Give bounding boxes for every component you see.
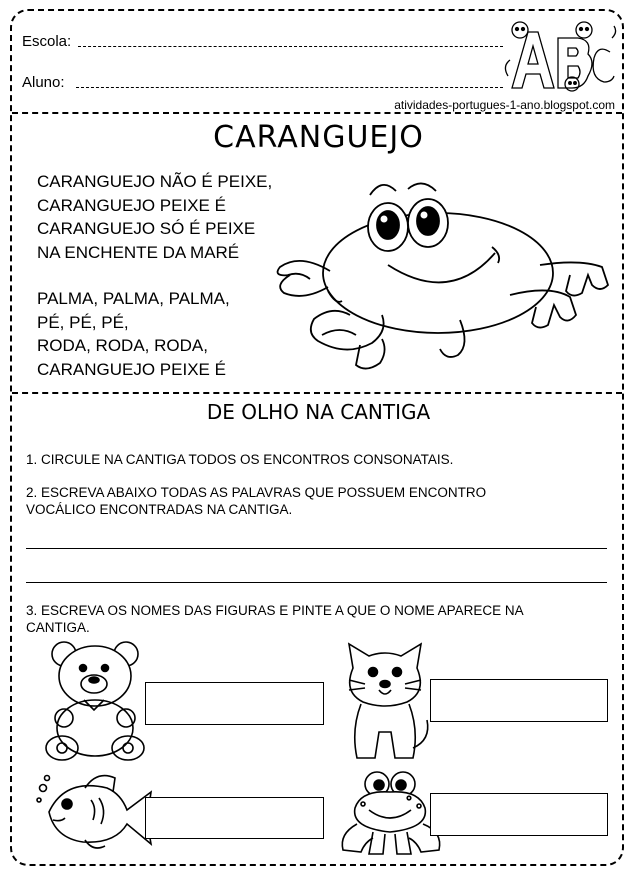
verse-line: PALMA, PALMA, PALMA, [37, 289, 230, 308]
student-field[interactable] [76, 87, 503, 88]
question-3-line-1: 3. ESCREVA OS NOMES DAS FIGURAS E PINTE A QUE O NOME APARECE NA [26, 603, 524, 618]
verse-line: CARANGUEJO PEIXE É [37, 195, 226, 215]
answer-box-frog[interactable] [430, 793, 608, 836]
verse-line: PÉ, PÉ, PÉ, [37, 312, 129, 332]
student-label: Aluno: [22, 74, 65, 91]
site-url: atividades-portugues-1-ano.blogspot.com [394, 98, 615, 112]
school-field[interactable] [78, 46, 503, 47]
verse-line: NA ENCHENTE DA MARÉ [37, 242, 240, 262]
verse-line: CARANGUEJO NÃO É PEIXE, [37, 172, 273, 191]
answer-box-bear[interactable] [145, 682, 324, 725]
answer-box-fish[interactable] [145, 797, 324, 839]
verse-line: RODA, RODA, RODA, [37, 336, 208, 355]
school-label: Escola: [22, 33, 72, 50]
song-separator [12, 392, 622, 394]
abc-logo [500, 18, 618, 98]
question-2-line-1: 2. ESCREVA ABAIXO TODAS AS PALAVRAS QUE POSSUEM ENCONTRO [26, 485, 487, 500]
stanza-2 [37, 287, 230, 381]
cat-icon [335, 640, 435, 765]
fish-icon [35, 770, 155, 855]
verse-line: CARANGUEJO SÓ É PEIXE [37, 219, 256, 238]
question-3-line-2: CANTIGA. [26, 619, 90, 635]
bear-icon [40, 638, 150, 763]
stanza-1 [37, 170, 272, 264]
answer-line-2[interactable] [26, 582, 607, 583]
question-3 [26, 603, 616, 636]
header-separator [12, 112, 622, 114]
answer-box-cat[interactable] [430, 679, 608, 722]
answer-line-1[interactable] [26, 548, 607, 549]
song-title: CARANGUEJO [213, 120, 424, 155]
question-2 [26, 485, 616, 518]
question-1: 1. CIRCULE NA CANTIGA TODOS OS ENCONTROS CONSONATAIS. [26, 452, 454, 467]
question-2-line-2: VOCÁLICO ENCONTRADAS NA CANTIGA. [26, 501, 293, 517]
crab-icon [270, 175, 620, 385]
verse-line: CARANGUEJO PEIXE É [37, 359, 226, 379]
activity-title: DE OLHO NA CANTIGA [206, 400, 431, 424]
